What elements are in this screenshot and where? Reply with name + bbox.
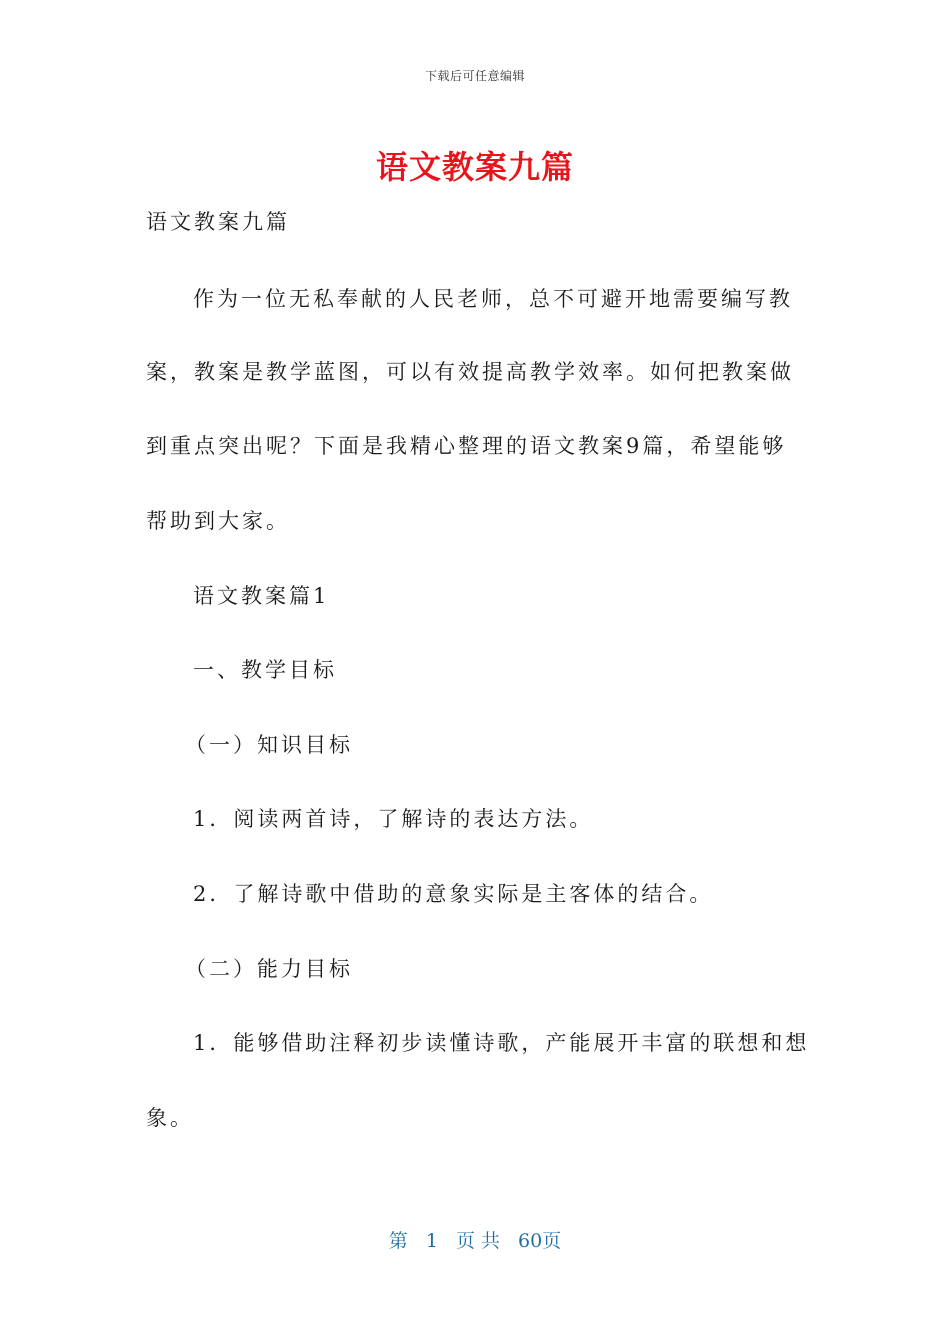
knowledge-item-2: 2．了解诗歌中借助的意象实际是主客体的结合。 (193, 882, 714, 906)
footer-page-suffix: 页 (542, 1230, 562, 1252)
footer-page-number: 1 (425, 1230, 438, 1252)
intro-line-4: 帮助到大家。 (146, 509, 290, 533)
intro-line-3: 到重点突出呢？下面是我精心整理的语文教案9篇，希望能够 (146, 434, 787, 458)
intro-line-2: 案，教案是教学蓝图，可以有效提高教学效率。如何把教案做 (146, 360, 794, 384)
footer-page-prefix: 第 (388, 1230, 408, 1252)
ability-item-1-line-2: 象。 (146, 1106, 194, 1130)
footer-total-pages: 60 (518, 1230, 543, 1252)
heading-teaching-goals: 一、教学目标 (193, 658, 337, 682)
section-title: 语文教案篇1 (193, 584, 330, 608)
document-subtitle: 语文教案九篇 (146, 210, 290, 234)
subheading-knowledge-goals: （一）知识目标 (185, 733, 353, 757)
document-title: 语文教案九篇 (375, 148, 574, 186)
ability-item-1-line-1: 1．能够借助注释初步读懂诗歌，产能展开丰富的联想和想 (193, 1031, 810, 1055)
knowledge-item-1: 1．阅读两首诗，了解诗的表达方法。 (193, 807, 594, 831)
subheading-ability-goals: （二）能力目标 (185, 957, 353, 981)
intro-line-1: 作为一位无私奉献的人民老师，总不可避开地需要编写教 (193, 287, 793, 311)
page-footer (0, 1226, 950, 1253)
footer-page-middle: 页 共 (455, 1230, 500, 1252)
header-note: 下载后可任意编辑 (424, 69, 525, 83)
